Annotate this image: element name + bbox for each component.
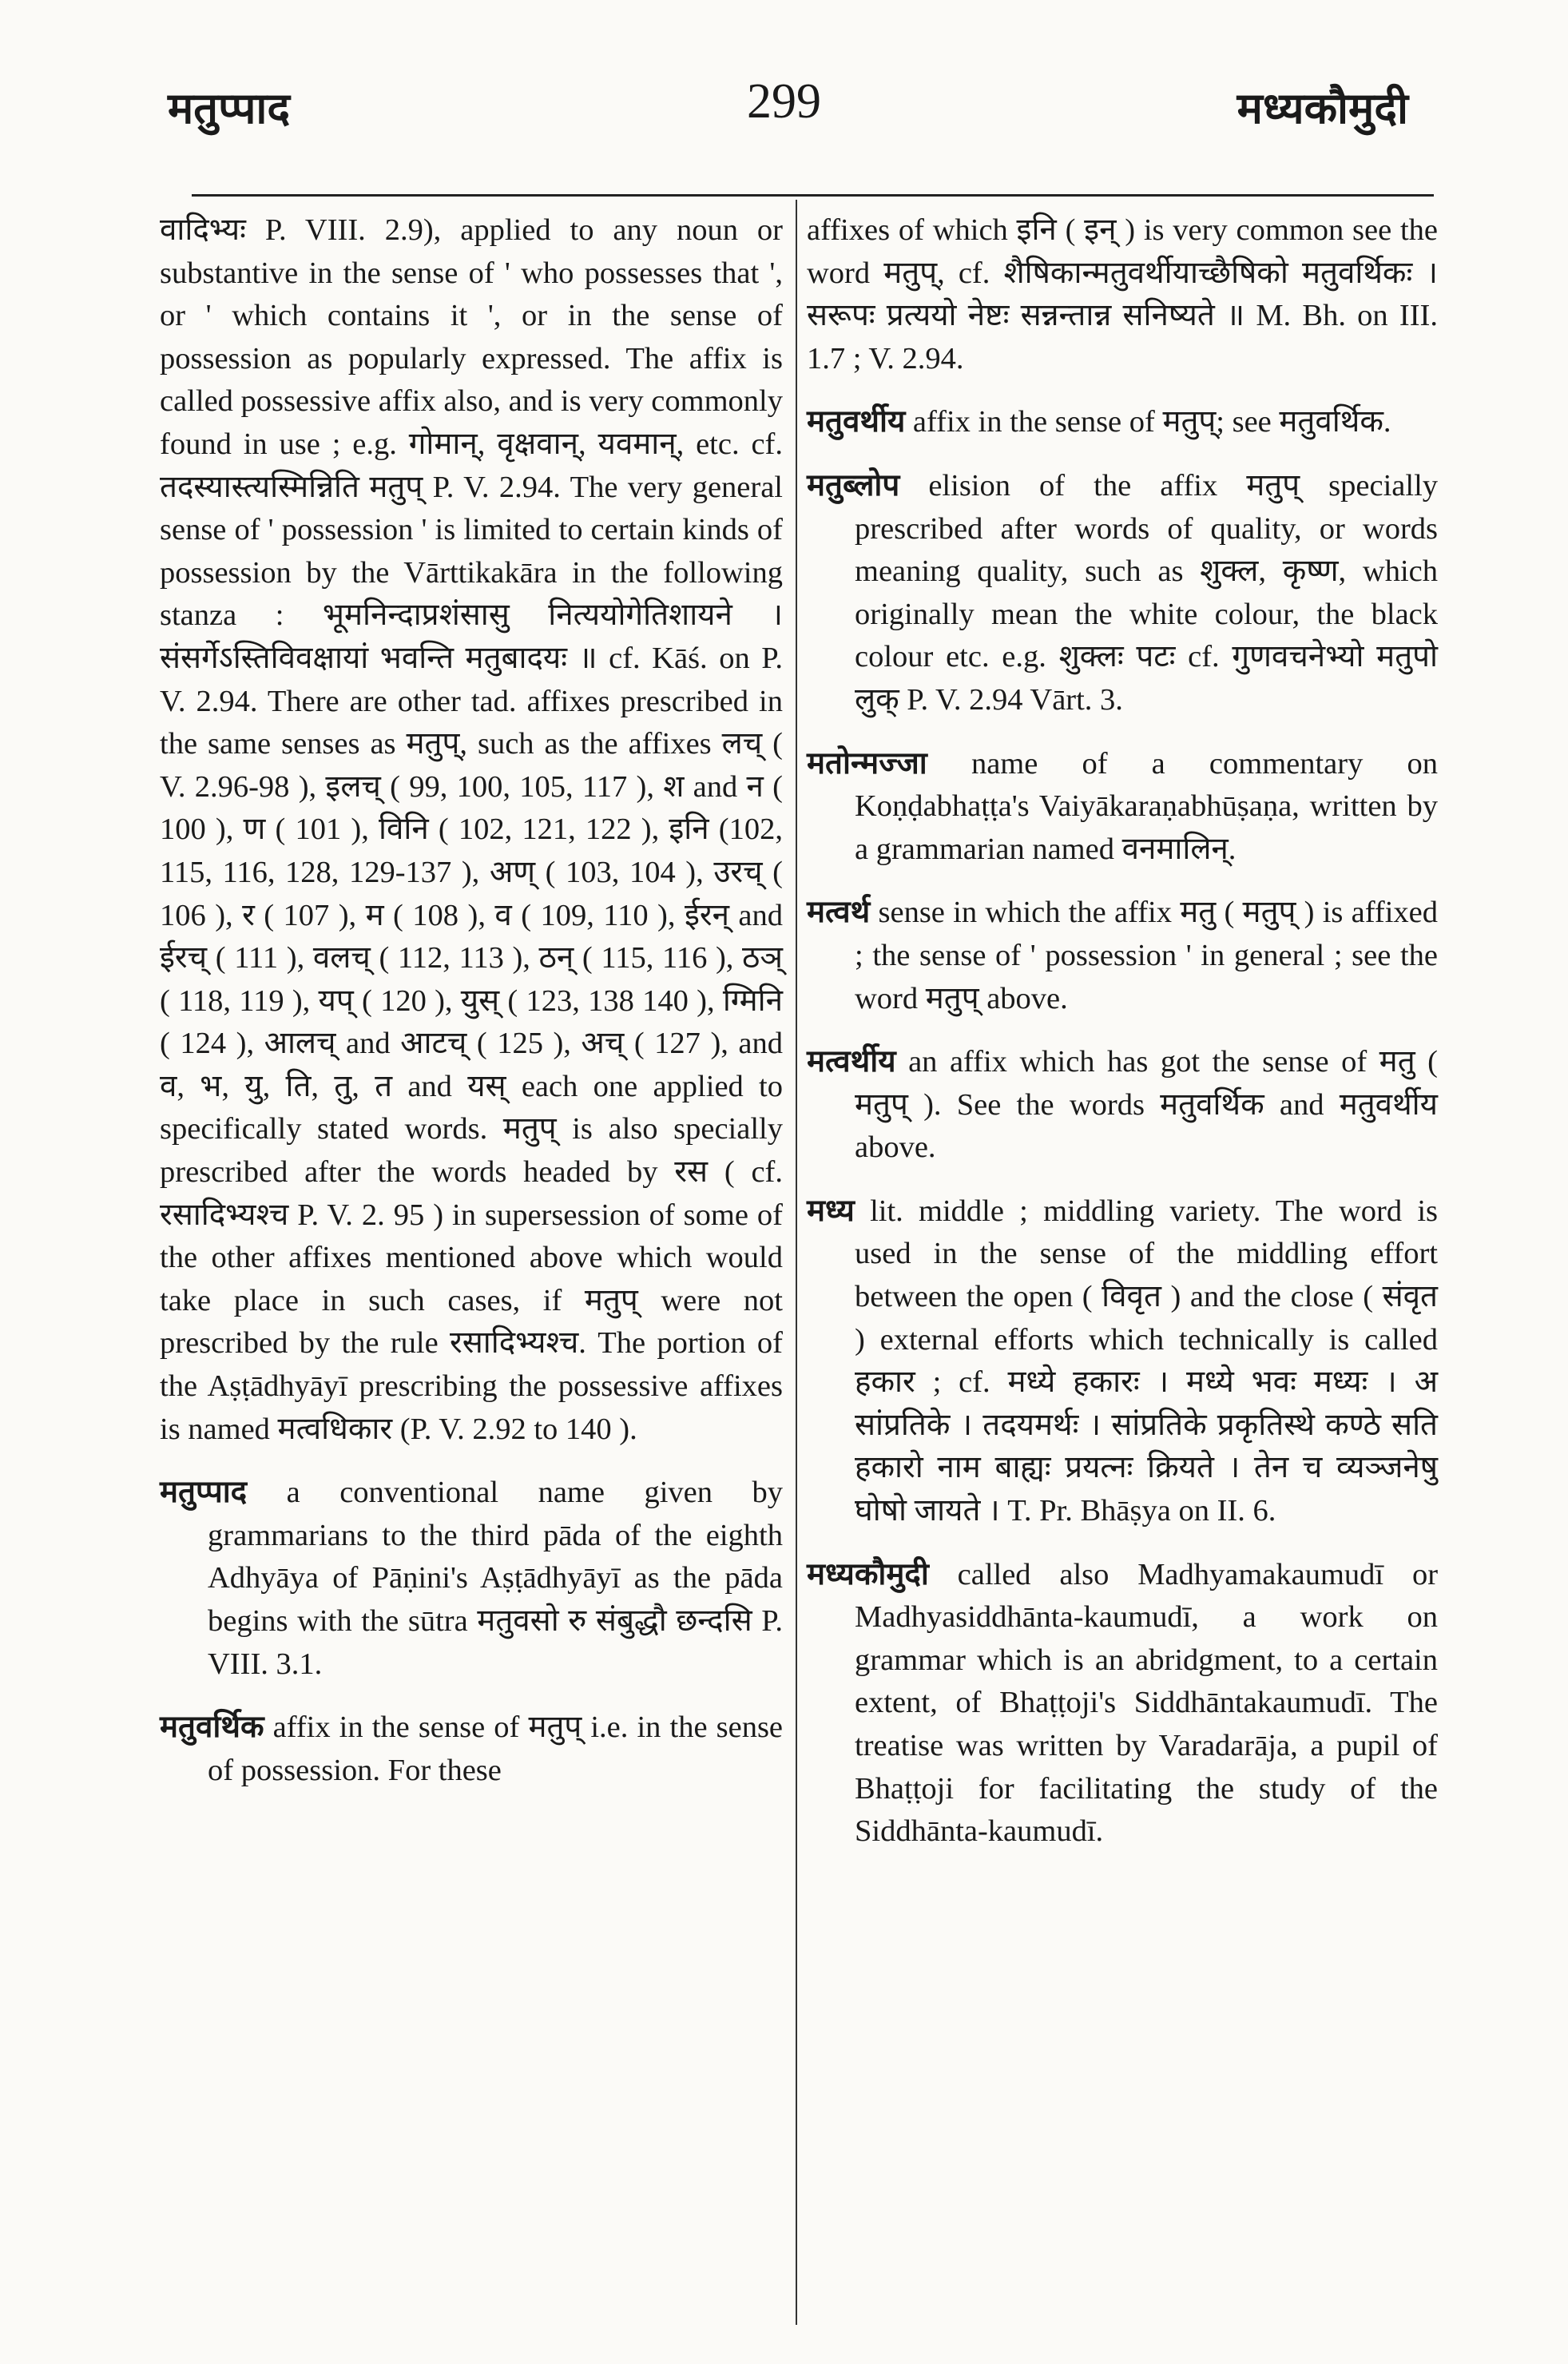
dictionary-entry xyxy=(807,465,1438,722)
dictionary-entry xyxy=(807,743,1438,872)
entry-body: elision of the affix मतुप् specially prescribed after words of quality, or words meaning quality, such as शुक्ल, कृष्ण, which originally mean the white colour, the black colour etc. e.g. शुक्लः पटः cf. गुणवचनेभ्यो मतुपो लुक् P. V. 2.94 Vārt. 3. xyxy=(855,468,1439,717)
entry-headword: मतुप्पाद xyxy=(160,1476,248,1510)
entry-body: a conventional name given by grammarians to the third pāda of the eighth Adhyāya of Pāṇini's Aṣṭādhyāyī as the pāda begins with the sūtra मतुवसो रु संबुद्धौ छन्दसि P. VIII. 3.1. xyxy=(208,1476,783,1681)
entry-body: called also Madhyamakaumudī or Madhyasiddhānta-kaumudī, a work on grammar which is an abridgment, to a certain extent, of Bhaṭṭoji's Siddhāntakaumudī. The treatise was written by Varadarāja, a pupil of Bhaṭṭoji for facilitating the study of the Siddhānta-kaumudī. xyxy=(855,1557,1439,1849)
entry-headword: मतोन्मज्जा xyxy=(807,746,927,781)
column-divider xyxy=(796,200,797,2325)
entry-headword: मध्य xyxy=(807,1194,855,1228)
dictionary-entry xyxy=(807,892,1438,1020)
entry-body: sense in which the affix मतु ( मतुप् ) is affixed ; the sense of ' possession ' in general ; see the word मतुप् above. xyxy=(855,896,1438,1015)
running-head-left: मतुप्पाद xyxy=(168,85,291,133)
entry-body: affix in the sense of मतुप् i.e. in the sense of possession. For these xyxy=(208,1710,784,1787)
dictionary-entry xyxy=(807,401,1438,444)
running-head-right: मध्यकौमुदी xyxy=(1237,85,1408,133)
dictionary-entry xyxy=(807,1041,1438,1170)
entry-body: lit. middle ; middling variety. The word is used in the sense of the middling effort between the open ( विवृत ) and the close ( संवृत ) external efforts which technically is called हकार ; cf. मध्ये हकारः । मध्ये भवः मध्यः । अ सांप्रतिके । तदयमर्थः । सांप्रतिके प्रकृतिस्थे कण्ठे सति हकारो नाम बाह्यः प्रयत्नः क्रियते । तेन च व्यञ्जनेषु घोषो जायते । T. Pr. Bhāṣya on II. 6. xyxy=(855,1194,1439,1528)
entry-headword: मतुवर्थिक xyxy=(160,1710,264,1745)
entry-headword: मध्यकौमुदी xyxy=(807,1557,929,1591)
dictionary-entry xyxy=(807,1554,1438,1853)
page-number: 299 xyxy=(747,74,821,129)
dictionary-entry xyxy=(160,1472,783,1686)
dictionary-entry xyxy=(160,1706,783,1792)
entry-headword: मतुब्लोप xyxy=(807,468,900,503)
right-column xyxy=(807,209,1438,1874)
continued-entry-text: affixes of which इनि ( इन् ) is very common see the word मतुप्, cf. शैषिकान्मतुवर्थीयाच्छैषिको मतुवर्थिकः । सरूपः प्रत्ययो नेष्टः सन्नन्तान्न सनिष्यते ॥ M. Bh. on III. 1.7 ; V. 2.94. xyxy=(807,213,1438,375)
entry-body: an affix which has got the sense of मतु ( मतुप् ). See the words मतुवर्थिक and मतुवर्थीय above. xyxy=(855,1045,1438,1165)
dictionary-entry xyxy=(807,1190,1438,1533)
entry-body: affix in the sense of मतुप्; see मतुवर्थिक. xyxy=(912,405,1391,439)
continued-entry-text: वादिभ्यः P. VIII. 2.9), applied to any noun or substantive in the sense of ' who possesses that ', or ' which contains it ', or in the sense of possession as popularly expressed. The affix is called possessive affix also, and is very commonly found in use ; e.g. गोमान्, वृक्षवान्, यवमान्, etc. cf. तदस्यास्त्यस्मिन्निति मतुप् P. V. 2.94. The very general sense of ' possession ' is limited to certain kinds of possession by the Vārttikakāra in the following stanza : भूमनिन्दाप्रशंसासु नित्ययोगेतिशायने । संसर्गेऽस्तिविवक्षायां भवन्ति मतुबादयः ॥ cf. Kāś. on P. V. 2.94. There are other tad. affixes prescribed in the same senses as मतुप्, such as the affixes लच् ( V. 2.96-98 ), इलच् ( 99, 100, 105, 117 ), श and न ( 100 ), ण ( 101 ), विनि ( 102, 121, 122 ), इनि (102, 115, 116, 128, 129-137 ), अण् ( 103, 104 ), उरच् ( 106 ), र ( 107 ), म ( 108 ), व ( 109, 110 ), ईरन् and ईरच् ( 111 ), वलच् ( 112, 113 ), ठन् ( 115, 116 ), ठञ् ( 118, 119 ), यप् ( 120 ), युस् ( 123, 138 140 ), ग्मिनि ( 124 ), आलच् and आटच् ( 125 ), अच् ( 127 ), and व, भ, यु, ति, तु, त and यस् each one applied to specifically stated words. मतुप् is also specially prescribed after the words headed by रस ( cf. रसादिभ्यश्च P. V. 2. 95 ) in supersession of some of the other affixes mentioned above which would take place in such cases, if मतुप् were not prescribed by the rule रसादिभ्यश्च. The portion of the Aṣṭādhyāyī prescribing the possessive affixes is named मत्वधिकार (P. V. 2.92 to 140 ). xyxy=(160,213,783,1446)
header-rule xyxy=(192,194,1434,197)
entry-headword: मत्वर्थीय xyxy=(807,1045,896,1079)
left-column xyxy=(160,209,783,1813)
entry-headword: मतुवर्थीय xyxy=(807,405,906,439)
entry-body: name of a commentary on Koṇḍabhaṭṭa's Vaiyākaraṇabhūṣaṇa, written by a grammarian named वनमालिन्. xyxy=(855,746,1438,866)
entry-headword: मत्वर्थ xyxy=(807,896,871,930)
